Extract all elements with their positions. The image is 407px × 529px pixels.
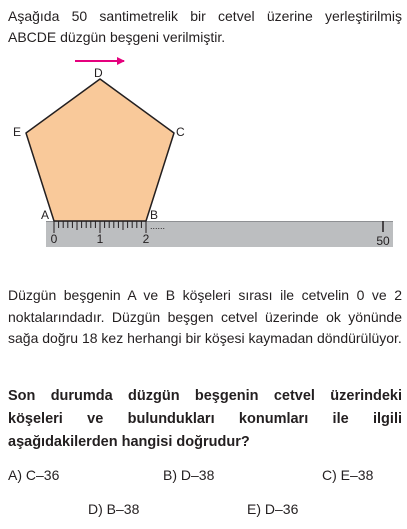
option-e[interactable]: E) D–36: [247, 501, 299, 517]
ruler-label-2: 2: [142, 232, 150, 246]
pentagon: [26, 79, 174, 221]
option-b[interactable]: B) D–38: [163, 467, 215, 483]
vertex-label-a: A: [41, 208, 50, 222]
option-d[interactable]: D) B–38: [88, 501, 140, 517]
option-c[interactable]: C) E–38: [322, 467, 374, 483]
option-a[interactable]: A) C–36: [8, 467, 60, 483]
ruler-label-0: 0: [50, 232, 58, 246]
vertex-label-c: C: [176, 125, 185, 139]
figure: [0, 52, 407, 252]
question-text: Son durumda düzgün beşgenin cetvel üzerindeki köşeleri ve bulundukları konumları ile ilgili aşağıdakilerden hangisi doğrudur?: [8, 388, 402, 450]
problem-paragraph: Düzgün beşgenin A ve B köşeleri sırası ile cetvelin 0 ve 2 noktalarındadır. Düzgün beşgen cetvel üzerinde ok yönünde sağa doğru 18 kez herhangi bir köşesi kaymadan döndürülüyor.: [8, 287, 402, 346]
vertex-label-e: E: [13, 125, 22, 139]
ruler-dots: ......: [150, 221, 166, 231]
vertex-label-b: B: [150, 208, 159, 222]
ruler-label-50: 50: [376, 234, 390, 248]
ruler-label-1: 1: [96, 232, 104, 246]
pentagon-ruler-figure: [0, 52, 407, 252]
vertex-label-d: D: [94, 66, 103, 80]
intro-text: Aşağıda 50 santimetrelik bir cetvel üzerine yerleştirilmiş ABCDE düzgün beşgeni verilmiştir.: [8, 8, 402, 45]
